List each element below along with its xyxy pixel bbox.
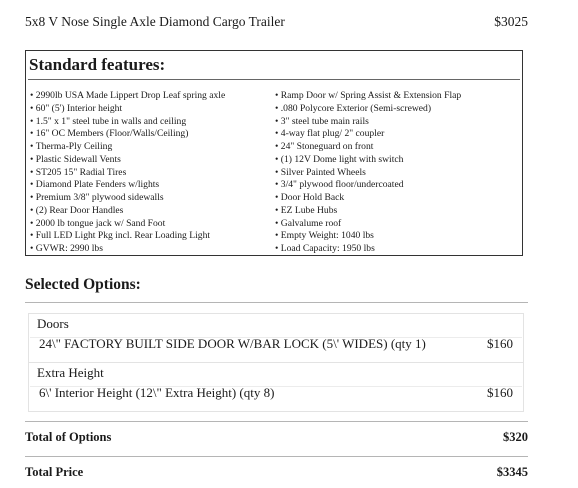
- standard-features-box: [25, 50, 523, 256]
- feature-item: • .080 Polycore Exterior (Semi-screwed): [275, 103, 461, 116]
- totals-divider-bottom: [25, 456, 528, 457]
- product-price: $3025: [494, 14, 528, 29]
- feature-item: • Plastic Sidewall Vents: [30, 154, 225, 167]
- feature-item: • ST205 15" Radial Tires: [30, 167, 225, 180]
- totals-divider-top: [25, 421, 528, 422]
- feature-item: • Silver Painted Wheels: [275, 167, 461, 180]
- feature-item: • Therma-Ply Ceiling: [30, 141, 225, 154]
- feature-item: • Full LED Light Pkg incl. Rear Loading Light: [30, 230, 225, 243]
- feature-item: • Premium 3/8" plywood sidewalls: [30, 192, 225, 205]
- feature-item: • 16" OC Members (Floor/Walls/Ceiling): [30, 128, 225, 141]
- total-options-label: Total of Options: [25, 430, 112, 444]
- feature-item: • (2) Rear Door Handles: [30, 205, 225, 218]
- option-item-name: 24\" FACTORY BUILT SIDE DOOR W/BAR LOCK (5\' WIDES) (qty 1): [39, 336, 426, 351]
- product-name: 5x8 V Nose Single Axle Diamond Cargo Trailer: [25, 14, 285, 29]
- feature-item: • (1) 12V Dome light with switch: [275, 154, 461, 167]
- total-price-label: Total Price: [25, 465, 84, 479]
- feature-item: • 4-way flat plug/ 2" coupler: [275, 128, 461, 141]
- option-group-doors: [28, 313, 524, 363]
- feature-item: • 2000 lb tongue jack w/ Sand Foot: [30, 218, 225, 231]
- features-right-column: [275, 90, 461, 256]
- selected-options-divider: [25, 302, 528, 303]
- feature-item: • Ramp Door w/ Spring Assist & Extension Flap: [275, 90, 461, 103]
- total-price-row: [25, 465, 528, 480]
- total-price-value: $3345: [496, 465, 528, 479]
- option-group-label: Doors: [37, 316, 69, 331]
- option-item-price: $160: [487, 336, 513, 351]
- feature-item: • Load Capacity: 1950 lbs: [275, 243, 461, 256]
- total-options-value: $320: [503, 430, 528, 444]
- feature-item: • Door Hold Back: [275, 192, 461, 205]
- option-item-name: 6\' Interior Height (12\" Extra Height) (qty 8): [39, 385, 275, 400]
- option-item-price: $160: [487, 385, 513, 400]
- total-options-row: [25, 430, 528, 445]
- feature-item: • 2990lb USA Made Lippert Drop Leaf spring axle: [30, 90, 225, 103]
- feature-item: • Galvalume roof: [275, 218, 461, 231]
- feature-item: • 24" Stoneguard on front: [275, 141, 461, 154]
- features-left-column: [30, 90, 225, 256]
- feature-item: • 60" (5') Interior height: [30, 103, 225, 116]
- option-row: [39, 385, 513, 401]
- selected-options-heading: Selected Options:: [25, 276, 141, 293]
- feature-item: • GVWR: 2990 lbs: [30, 243, 225, 256]
- standard-features-title: Standard features:: [29, 55, 166, 74]
- feature-item: • 3" steel tube main rails: [275, 116, 461, 129]
- option-row: [39, 336, 513, 352]
- option-group-label: Extra Height: [37, 365, 104, 380]
- feature-item: • EZ Lube Hubs: [275, 205, 461, 218]
- feature-item: • 3/4" plywood floor/undercoated: [275, 179, 461, 192]
- option-group-extra-height: [28, 362, 524, 412]
- feature-item: • 1.5" x 1" steel tube in walls and ceiling: [30, 116, 225, 129]
- product-header: [25, 14, 528, 30]
- feature-item: • Empty Weight: 1040 lbs: [275, 230, 461, 243]
- features-divider: [28, 79, 520, 80]
- feature-item: • Diamond Plate Fenders w/lights: [30, 179, 225, 192]
